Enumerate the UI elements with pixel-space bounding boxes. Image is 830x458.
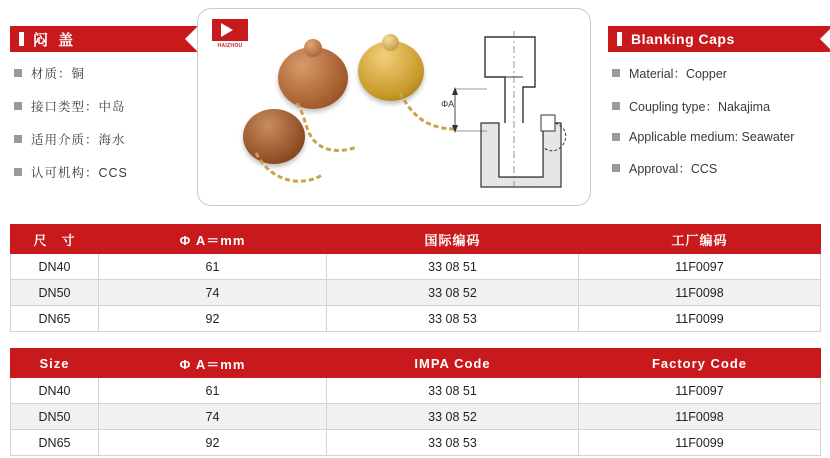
diameter-dimension-label: ΦA bbox=[441, 99, 455, 109]
chinese-spec-list bbox=[14, 64, 128, 196]
specification-table-chinese bbox=[10, 224, 821, 332]
technical-drawing bbox=[443, 27, 578, 187]
column-header-factory: Factory Code bbox=[579, 349, 821, 378]
column-header-size: Size bbox=[11, 349, 99, 378]
specification-table-english bbox=[10, 348, 821, 456]
table-row bbox=[11, 430, 821, 456]
banner-accent-bar bbox=[617, 32, 622, 46]
bullet-square-icon bbox=[612, 164, 620, 172]
cell-size: DN40 bbox=[11, 378, 99, 404]
chain-3 bbox=[254, 149, 324, 193]
spec-text: Approval：CCS bbox=[629, 162, 718, 176]
product-image-panel bbox=[197, 8, 591, 206]
list-item bbox=[612, 159, 794, 177]
cell-diameter: 74 bbox=[99, 280, 327, 306]
list-item bbox=[612, 130, 794, 144]
list-item bbox=[612, 64, 794, 82]
table-row bbox=[11, 254, 821, 280]
cell-size: DN50 bbox=[11, 404, 99, 430]
table-row bbox=[11, 306, 821, 332]
bullet-square-icon bbox=[612, 69, 620, 77]
cell-diameter: 61 bbox=[99, 254, 327, 280]
company-logo bbox=[212, 19, 248, 51]
column-header-size: 尺 寸 bbox=[11, 225, 99, 254]
bullet-square-icon bbox=[612, 102, 620, 110]
list-item bbox=[14, 130, 128, 148]
bullet-square-icon bbox=[612, 133, 620, 141]
spec-text: 适用介质：海水 bbox=[31, 133, 126, 147]
cap-knob bbox=[304, 39, 322, 57]
bullet-square-icon bbox=[14, 102, 22, 110]
cell-factory: 11F0097 bbox=[579, 378, 821, 404]
bullet-square-icon bbox=[14, 135, 22, 143]
blanking-cap-photo-1 bbox=[278, 47, 348, 109]
cell-size: DN65 bbox=[11, 430, 99, 456]
logo-mark-icon bbox=[212, 19, 248, 41]
chinese-title-banner bbox=[10, 26, 185, 52]
chinese-title-text: 闷 盖 bbox=[33, 31, 77, 49]
column-header-diameter: Φ A＝mm bbox=[99, 225, 327, 254]
cell-impa: 33 08 51 bbox=[327, 378, 579, 404]
spec-text: Applicable medium: Seawater bbox=[629, 130, 795, 144]
cell-factory: 11F0099 bbox=[579, 306, 821, 332]
column-header-diameter: Φ A＝mm bbox=[99, 349, 327, 378]
list-item bbox=[14, 163, 128, 181]
table-row bbox=[11, 404, 821, 430]
cell-factory: 11F0097 bbox=[579, 254, 821, 280]
table-header-row bbox=[11, 225, 821, 254]
spec-text: 接口类型：中岛 bbox=[31, 100, 126, 114]
logo-text: HAIZHOU bbox=[217, 43, 243, 49]
english-title-text: Blanking Caps bbox=[631, 31, 735, 47]
cap-knob bbox=[382, 34, 399, 51]
spec-text: Coupling type：Nakajima bbox=[629, 100, 771, 114]
cell-factory: 11F0098 bbox=[579, 280, 821, 306]
bullet-square-icon bbox=[14, 69, 22, 77]
table-header-row bbox=[11, 349, 821, 378]
cell-diameter: 74 bbox=[99, 404, 327, 430]
cell-impa: 33 08 53 bbox=[327, 430, 579, 456]
table-row bbox=[11, 378, 821, 404]
column-header-impa: IMPA Code bbox=[327, 349, 579, 378]
cell-size: DN40 bbox=[11, 254, 99, 280]
english-spec-list bbox=[612, 64, 794, 192]
list-item bbox=[612, 97, 794, 115]
banner-accent-bar bbox=[19, 32, 24, 46]
cell-diameter: 92 bbox=[99, 430, 327, 456]
column-header-factory: 工厂编码 bbox=[579, 225, 821, 254]
cell-diameter: 61 bbox=[99, 378, 327, 404]
list-item bbox=[14, 97, 128, 115]
list-item bbox=[14, 64, 128, 82]
cell-factory: 11F0099 bbox=[579, 430, 821, 456]
cell-size: DN65 bbox=[11, 306, 99, 332]
cell-diameter: 92 bbox=[99, 306, 327, 332]
spec-text: 认可机构：CCS bbox=[31, 166, 128, 180]
cell-impa: 33 08 51 bbox=[327, 254, 579, 280]
table-row bbox=[11, 280, 821, 306]
english-title-banner bbox=[608, 26, 820, 52]
bullet-square-icon bbox=[14, 168, 22, 176]
cell-factory: 11F0098 bbox=[579, 404, 821, 430]
banner-tail-shape bbox=[820, 26, 830, 52]
cell-size: DN50 bbox=[11, 280, 99, 306]
cell-impa: 33 08 52 bbox=[327, 404, 579, 430]
cell-impa: 33 08 52 bbox=[327, 280, 579, 306]
spec-text: 材质：铜 bbox=[31, 67, 86, 81]
cell-impa: 33 08 53 bbox=[327, 306, 579, 332]
column-header-impa: 国际编码 bbox=[327, 225, 579, 254]
spec-text: Material：Copper bbox=[629, 67, 727, 81]
